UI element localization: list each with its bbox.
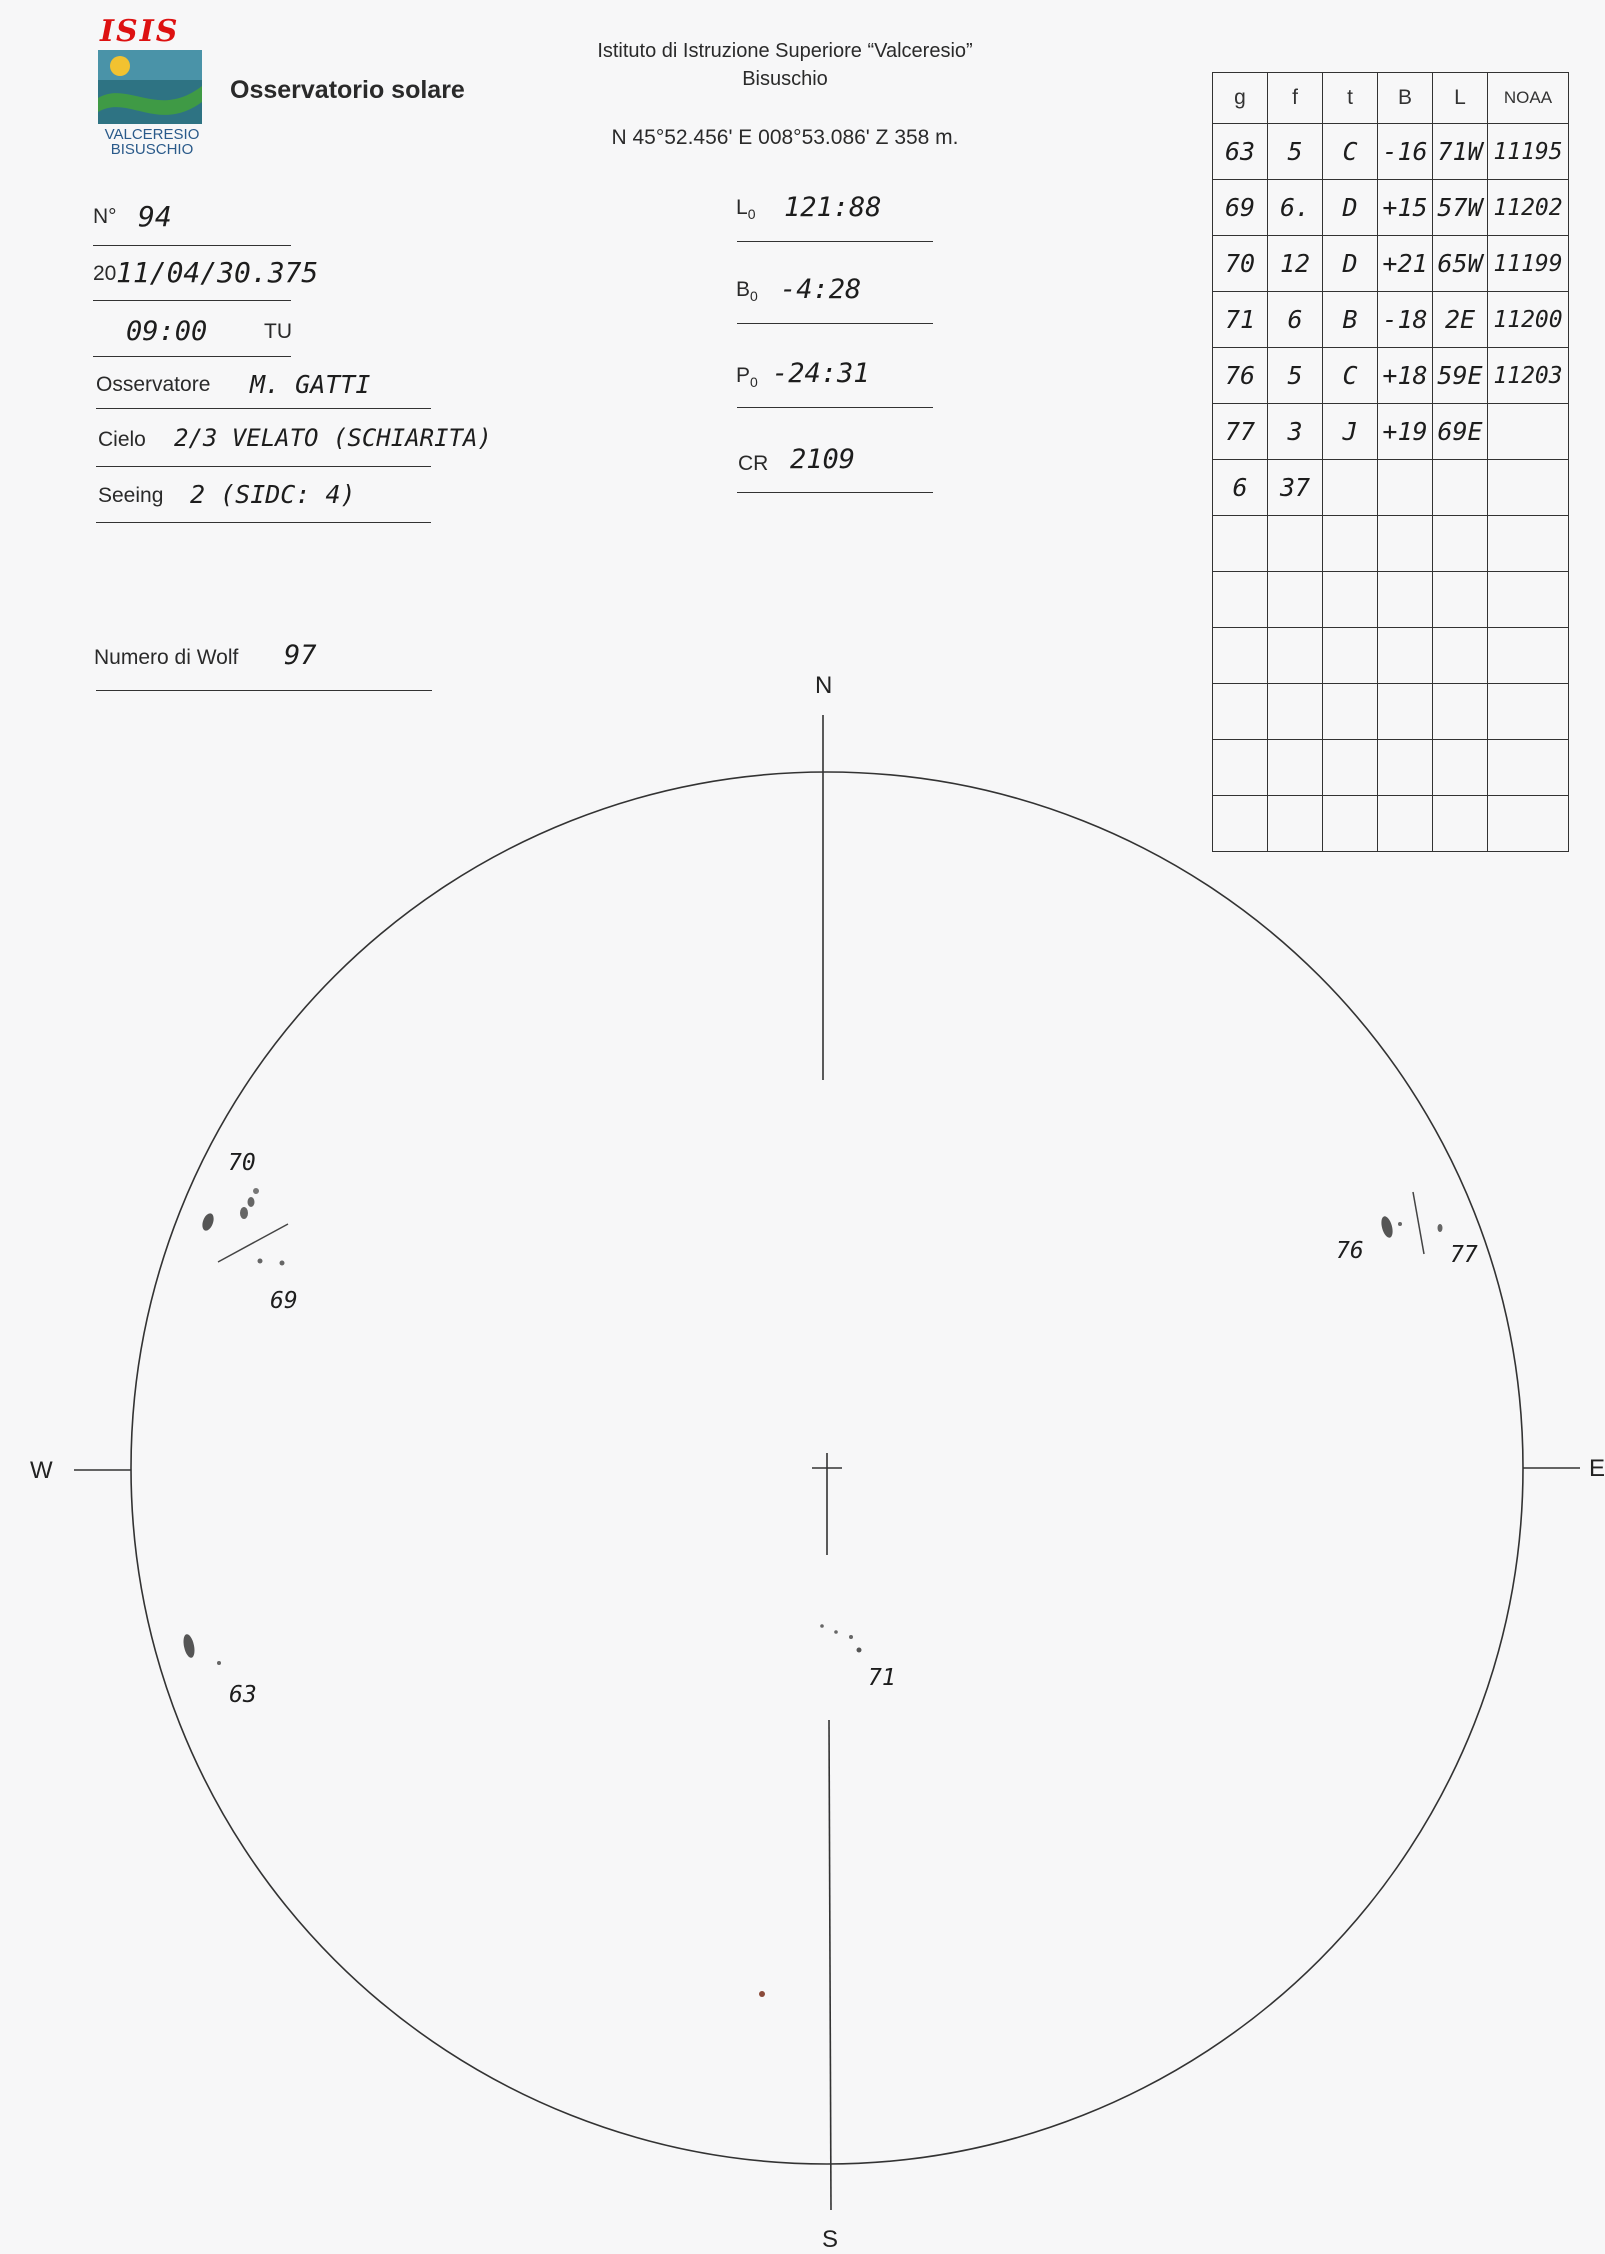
sunspot-70-b [248, 1197, 255, 1207]
seeing-label: Seeing [98, 484, 164, 507]
cell-value: D [1342, 249, 1358, 278]
wolf-label: Numero di Wolf [94, 646, 239, 669]
cell-value: 69E [1437, 417, 1483, 446]
cell-value: 6 [1232, 473, 1248, 502]
cell-value: +18 [1382, 361, 1428, 390]
cell-value: 11195 [1493, 138, 1563, 165]
column-header-t: t [1323, 73, 1378, 124]
institute-town: Bisuschio [742, 68, 828, 90]
cell-value: 65W [1437, 249, 1483, 278]
group-label-77: 77 [1450, 1242, 1478, 1268]
logo-text: ISIS [100, 14, 180, 49]
group-label-70: 70 [228, 1150, 256, 1176]
sunspot-69-a [258, 1259, 263, 1264]
cell-value: 2E [1444, 305, 1476, 334]
cell-value: 59E [1437, 361, 1483, 390]
observation-date: 11/04/30.375 [116, 256, 319, 289]
sunspot-71-d [857, 1648, 862, 1653]
cell-value: +15 [1382, 193, 1428, 222]
wolf-value: 97 [284, 640, 317, 671]
column-header-f: f [1268, 73, 1323, 124]
date-prefix: 20 [93, 262, 117, 285]
observatory-title: Osservatorio solare [230, 76, 465, 104]
sunspot-63-follower [217, 1661, 221, 1665]
cell-value: 71 [1224, 305, 1256, 334]
cell-value: J [1342, 417, 1358, 446]
cell-value: 5 [1287, 137, 1303, 166]
cell-value: 11203 [1493, 362, 1563, 389]
sunspot-77 [1438, 1224, 1443, 1232]
south-label: S [822, 2226, 839, 2253]
cell-value: B [1342, 305, 1358, 334]
cell-value: 77 [1224, 417, 1256, 446]
sky-value: 2/3 VELATO (SCHIARITA) [174, 424, 492, 452]
group-70-69-divider [218, 1224, 288, 1262]
cell-value: C [1342, 361, 1358, 390]
cell-value: 3 [1287, 417, 1303, 446]
cell-value: +21 [1382, 249, 1428, 278]
cell-value: 5 [1287, 361, 1303, 390]
sunspot-69-b [280, 1261, 285, 1266]
number-label: N° [93, 205, 117, 228]
sunspot-63-leader [182, 1633, 197, 1659]
cell-value: C [1342, 137, 1358, 166]
cell-value: 12 [1279, 249, 1311, 278]
sunspot-70-a [240, 1207, 248, 1219]
group-label-71: 71 [868, 1665, 896, 1691]
logo-caption-1: VALCERESIO [104, 126, 200, 143]
b0-value: -4:28 [780, 274, 862, 305]
column-header-b: B [1378, 73, 1433, 124]
group-76-77-divider [1413, 1192, 1424, 1254]
cell-value: 70 [1224, 249, 1256, 278]
sunspot-70-c [253, 1188, 259, 1194]
cell-value: 11199 [1493, 250, 1563, 277]
sunspot-76-follower [1398, 1222, 1402, 1226]
observation-number: 94 [138, 200, 172, 233]
group-label-63: 63 [229, 1682, 257, 1708]
l0-label: $L_0$ [736, 196, 756, 223]
p0-value: -24:31 [772, 358, 870, 389]
cell-value: 11200 [1493, 306, 1563, 333]
cell-value: D [1342, 193, 1358, 222]
column-header-l: L [1433, 73, 1488, 124]
cell-value: 6. [1279, 193, 1311, 222]
b0-label: $B_0$ [736, 278, 758, 305]
cell-value: 71W [1437, 137, 1483, 166]
column-header-g: g [1213, 73, 1268, 124]
cell-value: 63 [1224, 137, 1256, 166]
south-axis-line [829, 1720, 831, 2210]
cr-label: CR [738, 452, 769, 475]
cell-value: 76 [1224, 361, 1256, 390]
l0-value: 121:88 [784, 192, 882, 223]
cell-value: 37 [1279, 473, 1311, 502]
seeing-value: 2 (SIDC: 4) [190, 480, 356, 509]
column-header-noaa: NOAA [1488, 73, 1569, 124]
cell-value: 11202 [1493, 194, 1563, 221]
cell-value: 57W [1437, 193, 1483, 222]
group-label-76: 76 [1336, 1238, 1364, 1264]
p0-label: $P_0$ [736, 364, 758, 391]
west-label: W [30, 1457, 53, 1484]
north-label: N [815, 672, 833, 699]
cell-value: 69 [1224, 193, 1256, 222]
sunspot-71-a [820, 1624, 824, 1628]
group-label-69: 69 [270, 1288, 298, 1314]
sunspot-71-b [834, 1630, 838, 1634]
observer-label: Osservatore [96, 373, 211, 396]
east-label: E [1589, 1455, 1605, 1482]
sky-label: Cielo [98, 428, 146, 451]
sunspot-70-leader [200, 1212, 216, 1232]
observatory-coordinates: N 45°52.456' E 008°53.086' Z 358 m. [611, 126, 959, 149]
cr-value: 2109 [790, 444, 856, 475]
cell-value: -16 [1382, 137, 1428, 166]
observation-time: 09:00 [126, 316, 208, 347]
logo-caption-2: BISUSCHIO [110, 141, 194, 158]
cell-value: 6 [1287, 305, 1303, 334]
time-unit: TU [264, 320, 292, 343]
sunspot-76-leader [1379, 1215, 1394, 1239]
institute-name: Istituto di Istruzione Superiore “Valceresio” [597, 40, 973, 62]
stray-mark [759, 1991, 765, 1997]
sunspot-71-c [849, 1635, 853, 1639]
cell-value: -18 [1382, 305, 1428, 334]
observer-value: M. GATTI [250, 370, 371, 399]
cell-value: +19 [1382, 417, 1428, 446]
